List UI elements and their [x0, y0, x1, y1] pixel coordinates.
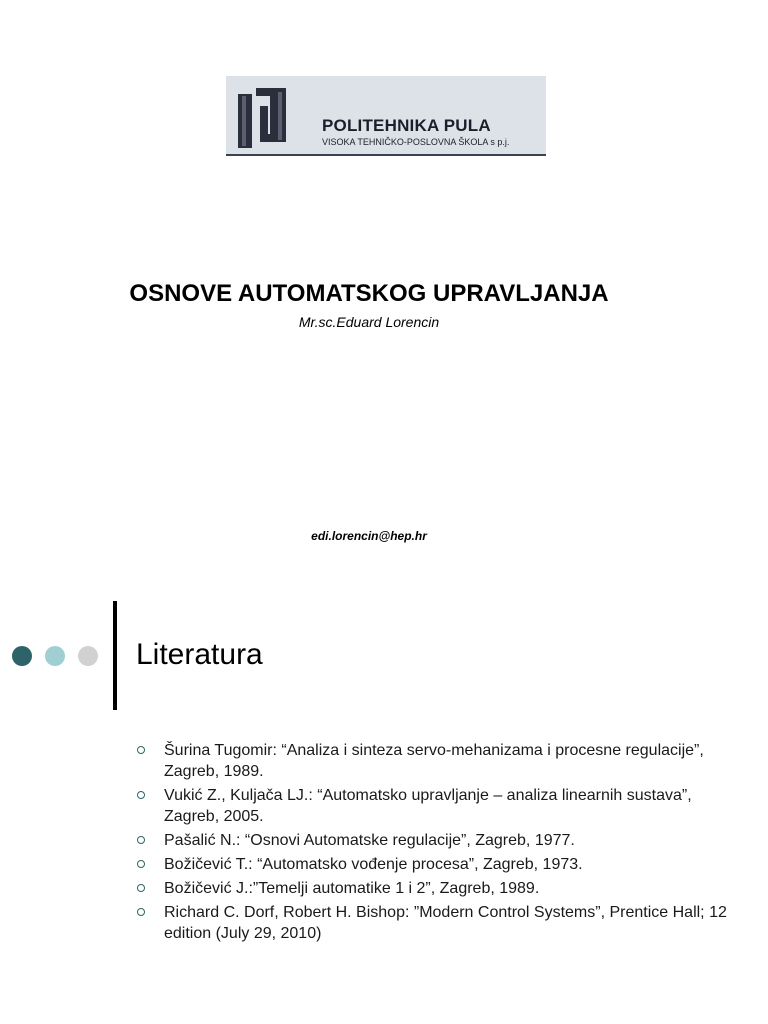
literature-item — [136, 830, 736, 851]
literature-text: Šurina Tugomir: “Analiza i sinteza servo-mehanizama i procesne regulacije”, Zagreb, 1989. — [164, 742, 704, 780]
literature-text: Božičević J.:”Temelji automatike 1 i 2”, Zagreb, 1989. — [164, 880, 540, 897]
literature-item — [136, 902, 736, 944]
literature-text: Vukić Z., Kuljača LJ.: “Automatsko upravljanje – analiza linearnih sustava”, Zagreb, 2005. — [164, 787, 692, 825]
author-email: edi.lorencin@hep.hr — [311, 529, 427, 543]
literature-item — [136, 854, 736, 875]
literature-text: Richard C. Dorf, Robert H. Bishop: ”Modern Control Systems”, Prentice Hall; 12 edition (July 29, 2010) — [164, 904, 727, 942]
bullet-icon — [137, 746, 145, 754]
bullet-icon — [137, 791, 145, 799]
decorative-dot-light — [45, 646, 65, 666]
bullet-icon — [137, 836, 145, 844]
literature-item — [136, 785, 736, 827]
document-title: OSNOVE AUTOMATSKOG UPRAVLJANJA — [129, 280, 609, 307]
bullet-icon — [137, 884, 145, 892]
decorative-dot-dark — [12, 646, 32, 666]
literature-item — [136, 740, 736, 782]
section-title: Literatura — [136, 638, 263, 671]
literature-text: Božičević T.: “Automatsko vođenje procesa”, Zagreb, 1973. — [164, 856, 583, 873]
bullet-icon — [137, 908, 145, 916]
logo-name: POLITEHNIKA PULA — [322, 116, 491, 135]
decorative-dot-grey — [78, 646, 98, 666]
politehnika-logo-mark-icon — [234, 82, 314, 150]
institution-logo — [226, 76, 546, 156]
author-name: Mr.sc.Eduard Lorencin — [298, 314, 440, 330]
literature-list — [136, 740, 736, 947]
logo-subtitle: VISOKA TEHNIČKO-POSLOVNA ŠKOLA s p.j. — [322, 137, 510, 147]
literature-text: Pašalić N.: “Osnovi Automatske regulacije”, Zagreb, 1977. — [164, 832, 575, 849]
section-divider — [113, 601, 117, 710]
bullet-icon — [137, 860, 145, 868]
literature-item — [136, 878, 736, 899]
